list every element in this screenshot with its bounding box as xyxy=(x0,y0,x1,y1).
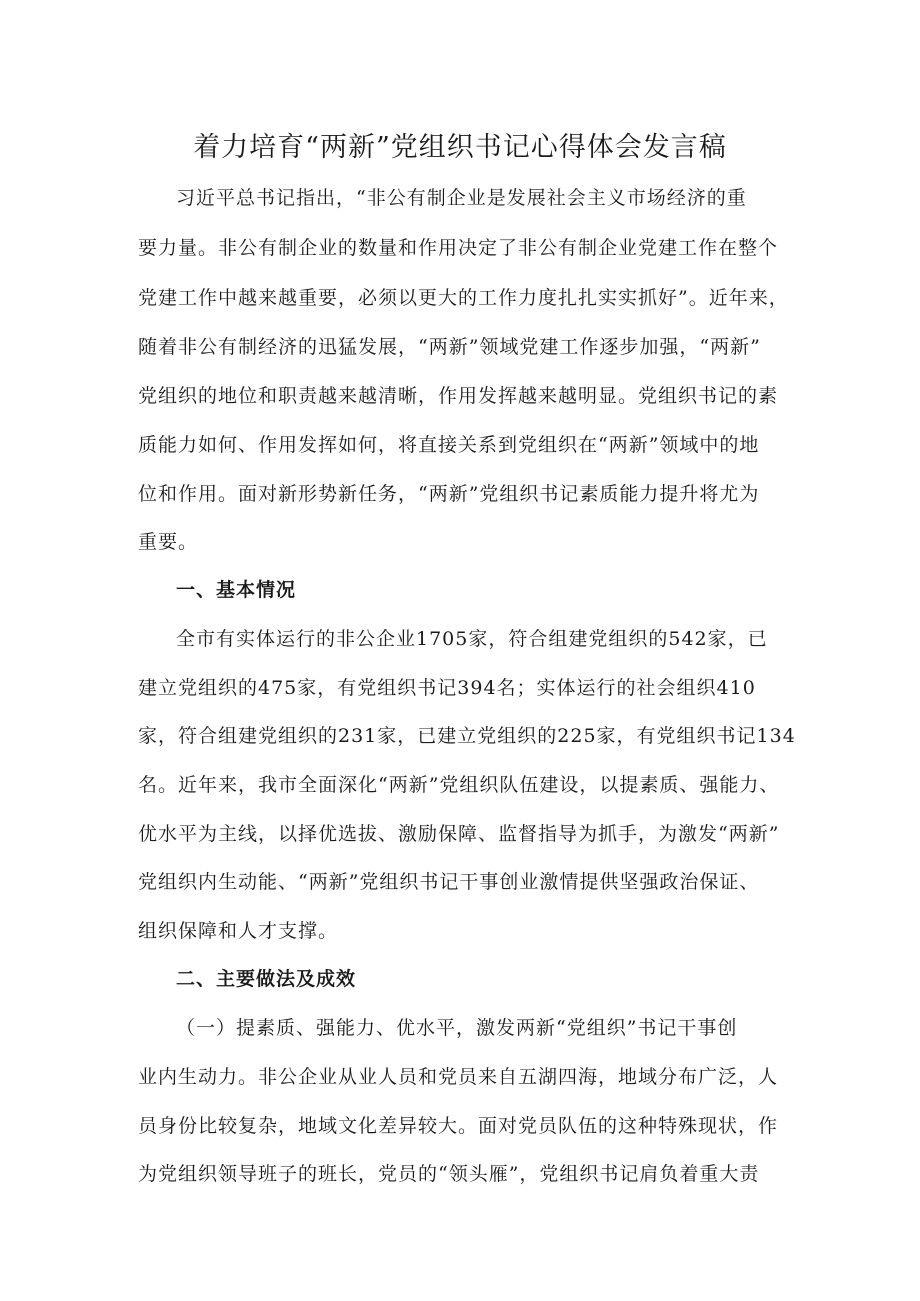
paragraph-2-line-2: 建立党组织的475家，有党组织书记394名；实体运行的社会组织410 xyxy=(138,677,756,699)
paragraph-2-line-1: 全市有实体运行的非公企业1705家，符合组建党组织的542家，已 xyxy=(176,628,768,650)
paragraph-2-line-3: 家，符合组建党组织的231家，已建立党组织的225家，有党组织书记134 xyxy=(138,725,796,747)
section-heading-main-practices: 二、主要做法及成效 xyxy=(176,968,357,990)
paragraph-1-line-3: 党建工作中越来越重要，必须以更大的工作力度扎扎实实抓好”。近年来， xyxy=(138,287,789,309)
paragraph-1-line-7: 位和作用。面对新形势新任务，“两新”党组织书记素质能力提升将尤为 xyxy=(138,483,760,505)
paragraph-1-line-5: 党组织的地位和职责越来越清晰，作用发挥越来越明显。党组织书记的素 xyxy=(138,385,779,407)
section-heading-basic-situation: 一、基本情况 xyxy=(176,579,297,601)
paragraph-1-line-4: 随着非公有制经济的迅猛发展，“两新”领域党建工作逐步加强，“两新” xyxy=(138,336,761,358)
paragraph-2-line-5: 优水平为主线，以择优选拔、激励保障、监督指导为抓手，为激发“两新” xyxy=(138,823,780,845)
paragraph-1-line-2: 要力量。非公有制企业的数量和作用决定了非公有制企业党建工作在整个 xyxy=(138,237,779,259)
paragraph-2-line-7: 组织保障和人才支撑。 xyxy=(138,920,339,942)
paragraph-2-line-6: 党组织内生动能、“两新”党组织书记干事创业激情提供坚强政治保证、 xyxy=(138,871,760,893)
paragraph-3-line-2: 业内生动力。非公企业从业人员和党员来自五湖四海，地域分布广泛，人 xyxy=(138,1066,779,1088)
document-title: 着力培育“两新”党组织书记心得体会发言稿 xyxy=(193,132,727,163)
paragraph-1-line-8: 重要。 xyxy=(138,531,199,553)
paragraph-2-line-4: 名。近年来，我市全面深化“两新”党组织队伍建设，以提素质、强能力、 xyxy=(138,774,780,796)
paragraph-3-line-1: （一）提素质、强能力、优水平，激发两新“党组织”书记干事创 xyxy=(176,1017,738,1039)
paragraph-3-line-3: 员身份比较复杂，地域文化差异较大。面对党员队伍的这种特殊现状，作 xyxy=(138,1115,779,1137)
paragraph-3-line-4: 为党组织领导班子的班长，党员的“领头雁”，党组织书记肩负着重大责 xyxy=(138,1163,760,1185)
paragraph-1-line-1: 习近平总书记指出，“非公有制企业是发展社会主义市场经济的重 xyxy=(176,187,747,209)
paragraph-1-line-6: 质能力如何、作用发挥如何，将直接关系到党组织在“两新”领域中的地 xyxy=(138,434,760,456)
